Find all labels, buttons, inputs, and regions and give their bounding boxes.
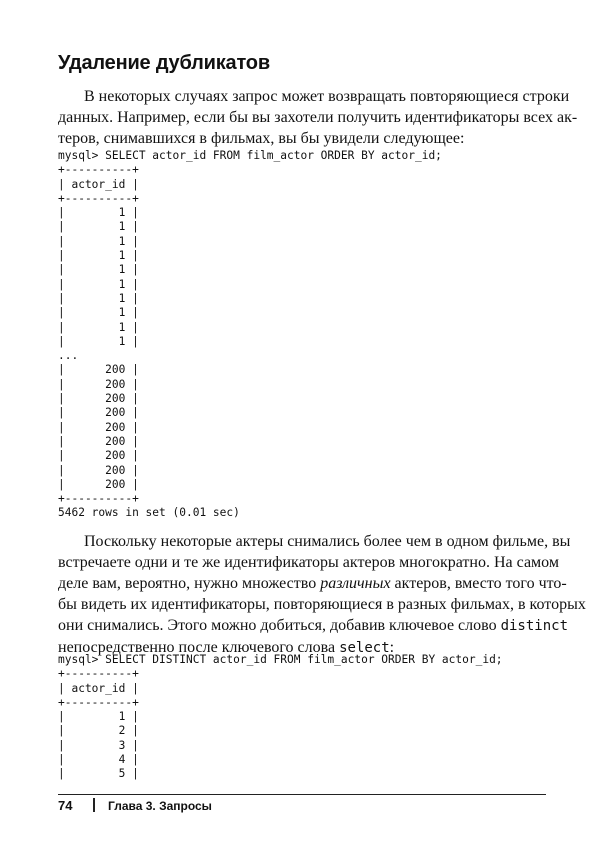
code-line: | 1 | (58, 234, 139, 248)
text-run: непосредственно после ключевого слова (58, 639, 340, 656)
paragraph-line (58, 573, 567, 594)
code-line: | 200 | (58, 434, 139, 448)
paragraph-line: бы видеть их идентификаторы, повторяющиеся в разных фильмах, в которых (58, 596, 586, 613)
paragraph-line (58, 615, 569, 637)
code-line: | 3 | (58, 738, 139, 752)
code-line: | 1 | (58, 263, 139, 277)
code-line: +----------+ (58, 191, 139, 205)
code-line: | 1 | (58, 249, 139, 263)
code-line: | actor_id | (58, 177, 139, 191)
code-line: mysql> SELECT actor_id FROM film_actor ORDER BY actor_id; (58, 149, 442, 162)
footer-separator (93, 798, 95, 812)
code-line: | 4 | (58, 753, 139, 767)
code-listing-2 (58, 653, 503, 782)
code-line: mysql> SELECT DISTINCT actor_id FROM film_actor ORDER BY actor_id; (58, 653, 503, 666)
code-line: +----------+ (58, 667, 139, 681)
code-line: | 1 | (58, 206, 139, 220)
inline-code-select: select (339, 640, 390, 656)
code-line: | 200 | (58, 377, 139, 391)
paragraph-line: Поскольку некоторые актеры снимались более чем в одном фильме, вы (84, 533, 571, 550)
text-run: деле вам, вероятно, нужно множество (58, 575, 321, 592)
emphasis-text: различных (320, 575, 391, 592)
code-line: | 5 | (58, 767, 139, 781)
distinct-paragraph (58, 531, 586, 659)
code-line: | actor_id | (58, 681, 139, 695)
code-line: | 1 | (58, 334, 139, 348)
code-line: | 200 | (58, 420, 139, 434)
code-line: | 1 | (58, 306, 139, 320)
code-line: | 1 | (58, 320, 139, 334)
code-line: | 2 | (58, 724, 139, 738)
code-line: | 200 | (58, 477, 139, 491)
code-line: | 1 | (58, 291, 139, 305)
code-line: | 200 | (58, 363, 139, 377)
code-line: 5462 rows in set (0.01 sec) (58, 506, 240, 520)
text-run: актеров, вместо того что- (390, 575, 567, 592)
code-line: +----------+ (58, 695, 139, 709)
code-line: | 200 | (58, 406, 139, 420)
code-line: | 1 | (58, 220, 139, 234)
page-number: 74 (58, 798, 73, 813)
code-line: | 200 | (58, 463, 139, 477)
code-line: | 1 | (58, 710, 139, 724)
paragraph-line: встречаете одни и те же идентификаторы актеров многократно. На самом (58, 554, 559, 571)
chapter-title: Глава 3. Запросы (108, 799, 212, 813)
text-run: : (389, 639, 395, 656)
section-heading: Удаление дубликатов (58, 52, 270, 74)
text-run: они снимались. Этого можно добиться, добавив ключевое слово (58, 617, 501, 634)
code-line: +----------+ (58, 163, 139, 177)
footer-divider (58, 794, 546, 795)
code-listing-1 (58, 149, 442, 521)
inline-code-distinct: distinct (500, 618, 569, 634)
code-line: +----------+ (58, 492, 139, 506)
code-line: | 200 | (58, 449, 139, 463)
code-line: | 1 | (58, 277, 139, 291)
paragraph-line: данных. Например, если бы вы захотели получить идентификаторы всех ак- (58, 109, 578, 126)
code-line: | 200 | (58, 392, 139, 406)
code-line: ... (58, 349, 79, 363)
paragraph-line: В некоторых случаях запрос может возвращать повторяющиеся строки (84, 88, 570, 105)
paragraph-line: теров, снимавшихся в фильмах, вы бы увидели следующее: (58, 130, 465, 147)
intro-paragraph (58, 86, 578, 149)
